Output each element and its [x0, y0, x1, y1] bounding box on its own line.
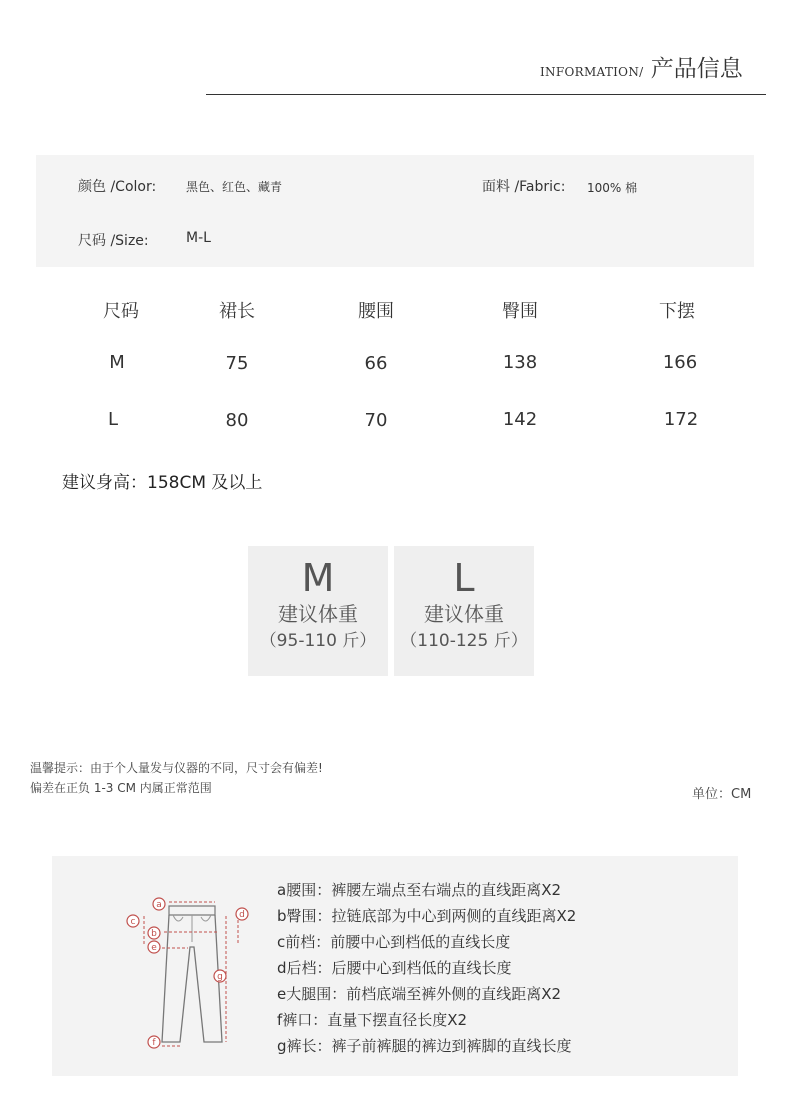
measure-leg-opening: f裤口：直量下摆直径长度X2: [277, 1011, 468, 1029]
marker-g: g: [217, 972, 223, 982]
card-size: M: [301, 556, 335, 600]
header-chinese: 产品信息: [643, 56, 743, 82]
table-cell: M: [109, 352, 125, 373]
header-divider: [206, 94, 766, 95]
marker-e: e: [151, 943, 157, 953]
fabric-label: 面料 /Fabric:: [482, 179, 566, 195]
unit-note: 单位：CM: [692, 787, 752, 802]
table-cell: 66: [364, 353, 388, 374]
table-cell: L: [107, 409, 119, 430]
table-header: 腰围: [358, 301, 394, 322]
table-cell: 80: [225, 410, 249, 431]
table-cell: 70: [364, 410, 388, 431]
table-cell: 166: [662, 352, 698, 373]
marker-a: a: [156, 900, 162, 910]
marker-f: f: [152, 1038, 156, 1048]
table-cell: 75: [225, 353, 249, 374]
header-english: INFORMATION/: [540, 65, 644, 79]
measure-thigh: e大腿围：前档底端至裤外侧的直线距离X2: [277, 985, 562, 1003]
height-recommendation: 建议身高：158CM 及以上: [62, 473, 263, 493]
measure-waist: a腰围：裤腰左端点至右端点的直线距离X2: [277, 881, 562, 899]
table-header: 尺码: [103, 301, 139, 322]
tip-line-2: 偏差在正负 1-3 CM 内属正常范围: [30, 781, 212, 795]
table-header: 裙长: [219, 301, 255, 322]
table-cell: 138: [502, 352, 538, 373]
table-cell: 172: [663, 409, 699, 430]
measure-hip: b臀围：拉链底部为中心到两侧的直线距离X2: [277, 907, 577, 925]
card-range: （110-125 斤）: [400, 631, 528, 651]
color-value: 黑色、红色、藏青: [186, 180, 283, 194]
weight-card-m: [248, 546, 388, 676]
card-title: 建议体重: [278, 602, 358, 626]
weight-card-l: [394, 546, 534, 676]
measure-length: g裤长：裤子前裤腿的裤边到裤脚的直线长度: [277, 1037, 572, 1055]
pants-diagram-icon: [114, 892, 264, 1062]
size-label: 尺码 /Size:: [78, 233, 149, 249]
card-size: L: [453, 556, 475, 600]
card-title: 建议体重: [424, 602, 504, 626]
measure-front-rise: c前档：前腰中心到档低的直线长度: [277, 933, 511, 951]
fabric-value: 100% 棉: [587, 181, 638, 195]
product-info-panel: [36, 155, 754, 267]
marker-c: c: [130, 917, 136, 927]
table-cell: 142: [502, 409, 538, 430]
size-value: M-L: [186, 230, 211, 246]
marker-b: b: [151, 929, 157, 939]
table-header: 臀围: [502, 301, 538, 322]
tip-line-1: 温馨提示：由于个人量发与仪器的不同，尺寸会有偏差!: [30, 761, 323, 775]
marker-d: d: [239, 910, 245, 920]
card-range: （95-110 斤）: [259, 631, 377, 651]
page-header: [540, 50, 770, 86]
measurement-guide-panel: [52, 856, 738, 1076]
table-header: 下摆: [659, 301, 695, 322]
measure-back-rise: d后档：后腰中心到档低的直线长度: [277, 959, 512, 977]
color-label: 颜色 /Color:: [78, 179, 157, 195]
